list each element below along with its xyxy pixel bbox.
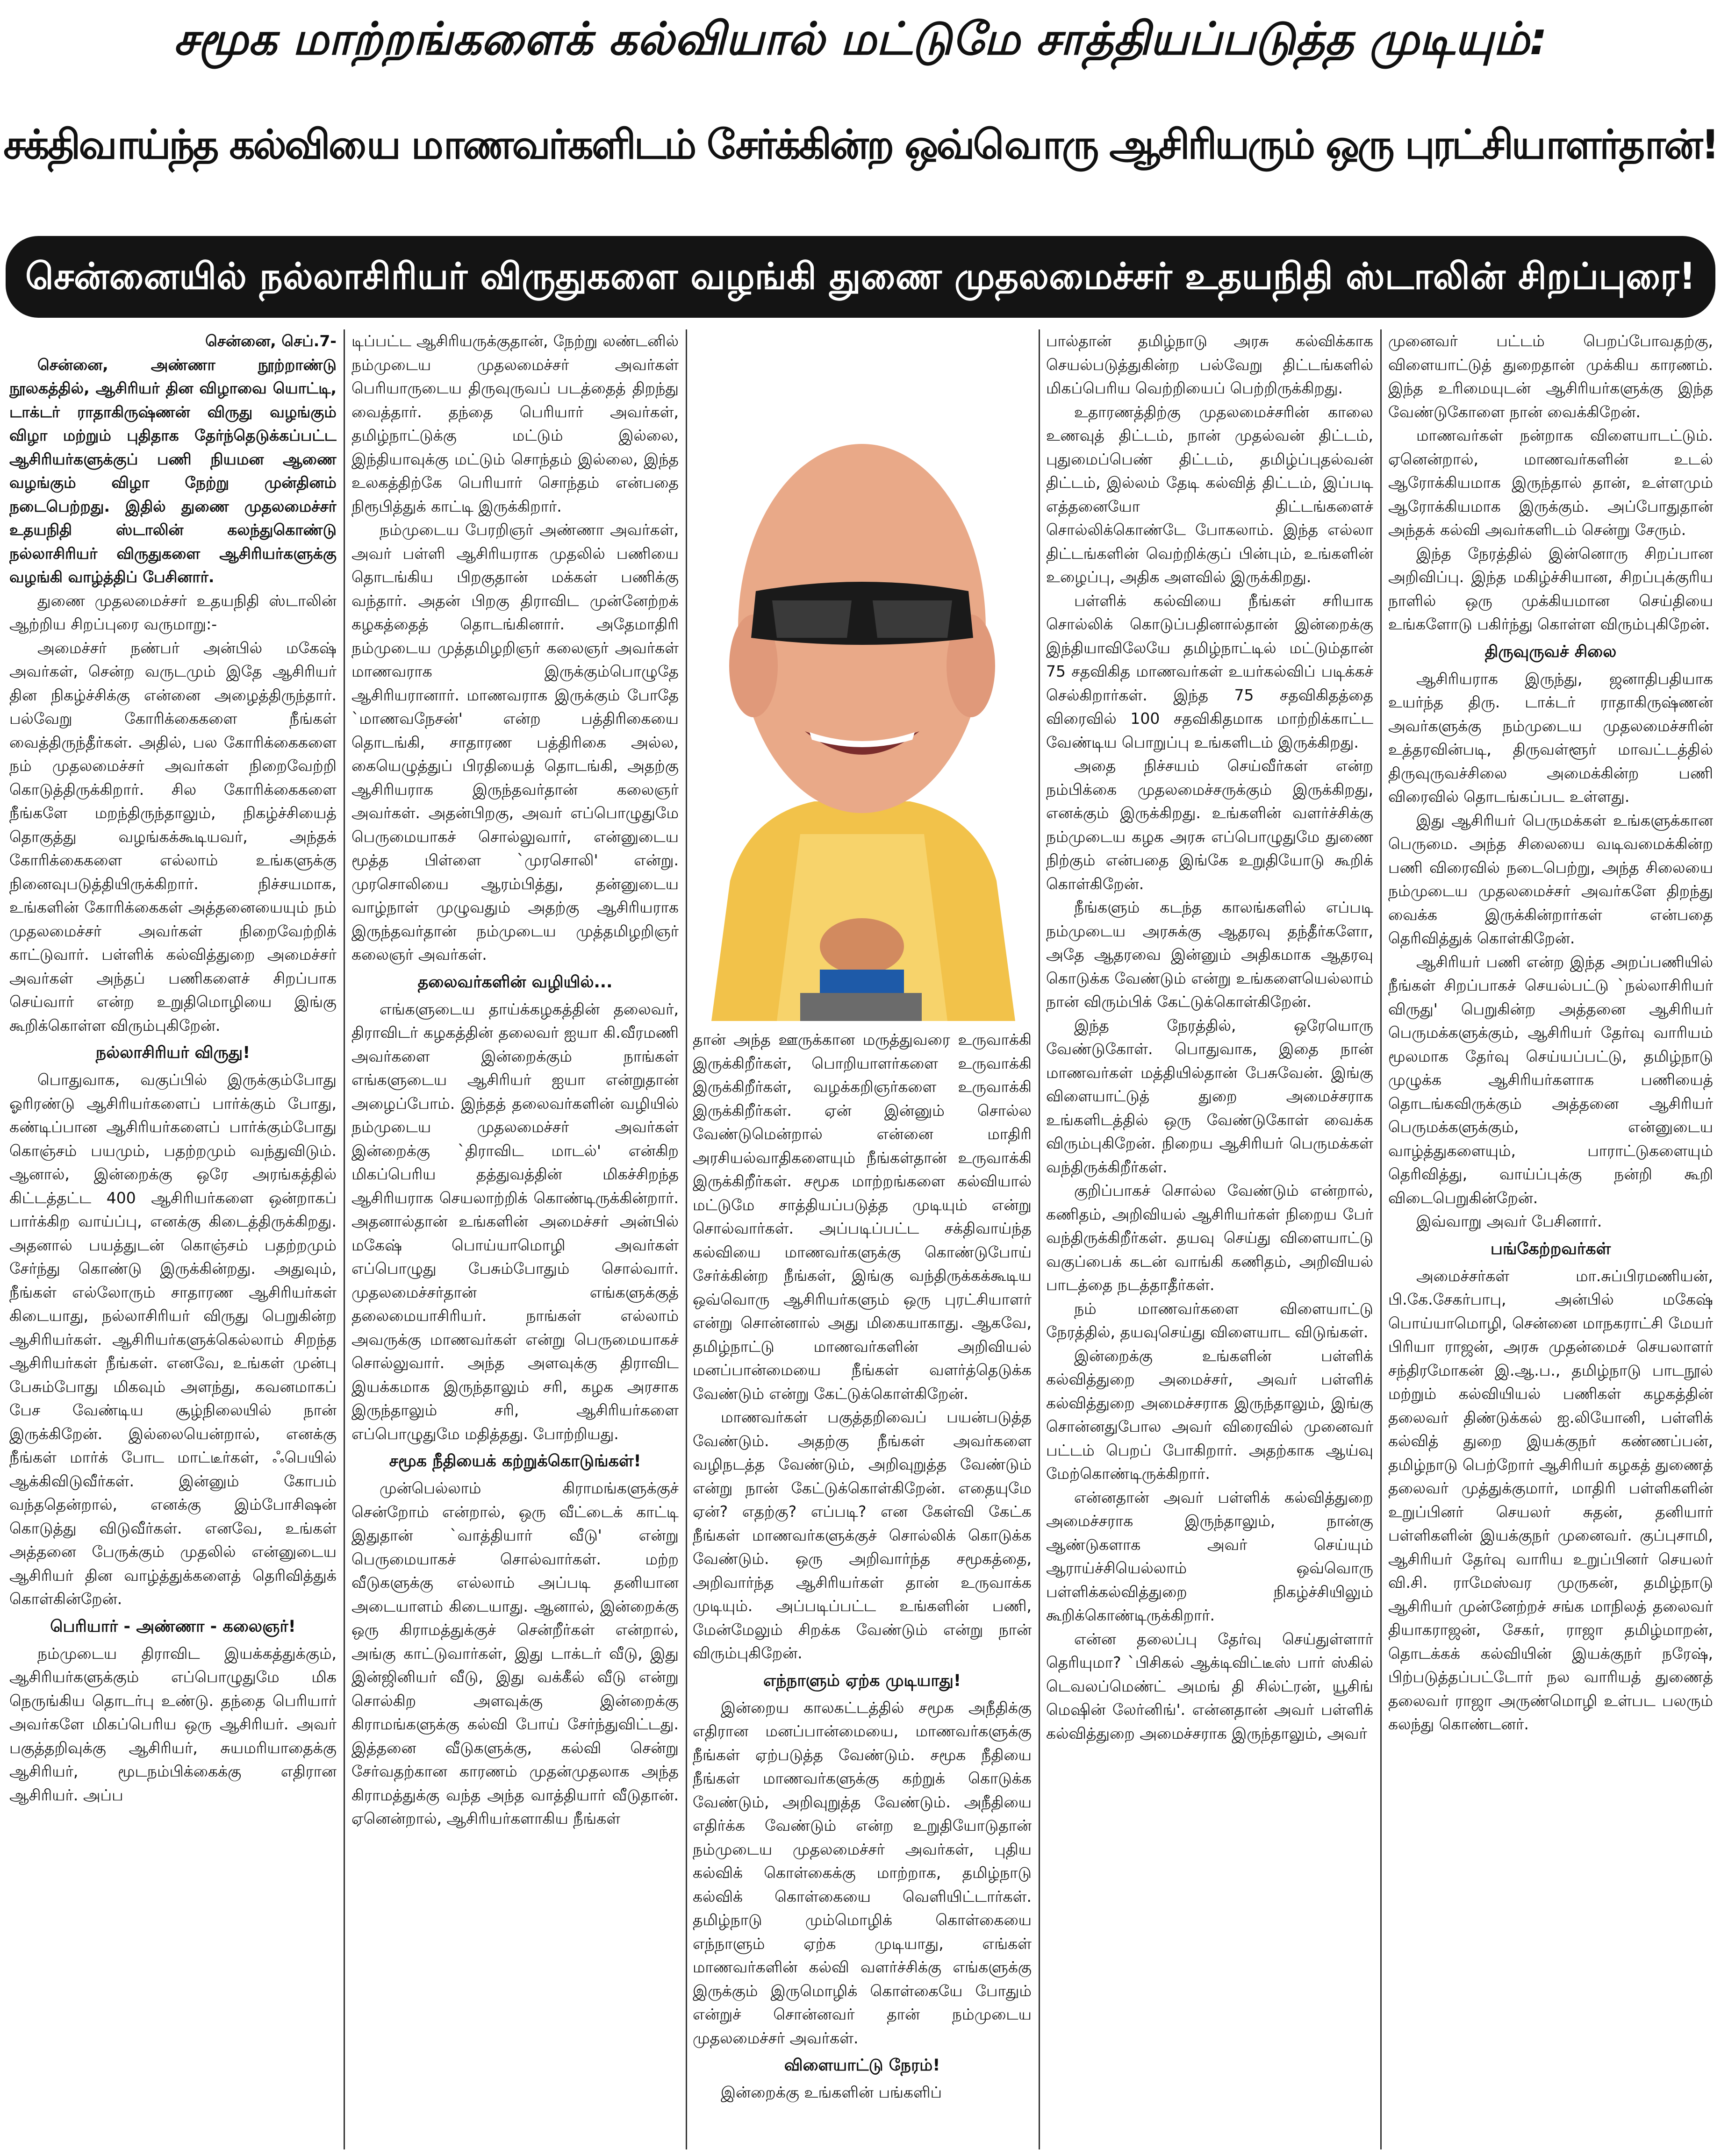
- subhead-band: [6, 236, 1715, 318]
- paragraph: துணை முதலமைச்சர் உதயநிதி ஸ்டாலின் ஆற்றிய சிறப்புரை வருமாறு:-: [9, 591, 337, 633]
- column-rule: [344, 329, 345, 2149]
- section-heading: எந்நாளும் ஏற்க முடியாது!: [763, 1671, 961, 1690]
- paragraph: பால்தான் தமிழ்நாடு அரசு கல்விக்காக செயல்படுத்துகின்ற பல்வேறு திட்டங்களில் மிகப்பெரிய வெற்றியைப் பெற்றிருக்கிறது.: [1046, 332, 1373, 397]
- article-column-3: [693, 1028, 1032, 2149]
- paragraph: மாணவர்கள் நன்றாக விளையாடட்டும். ஏனென்றால், மாணவர்களின் உடல் ஆரோக்கியமாக இருந்தால் தான், உள்ளமும் ஆரோக்கியமாக இருக்கும். அப்போதுதான் அந்தக் கல்வி அவர்களிடம் சென்று சேரும்.: [1388, 426, 1713, 539]
- column-rule: [686, 329, 687, 2149]
- paragraph: அமைச்சர்கள் மா.சுப்பிரமணியன், பி.கே.சேகர்பாபு, அன்பில் மகேஷ் பொய்யாமொழி, சென்னை மாநகராட்சி மேயர் பிரியா ராஜன், அரசு முதன்மைச் செயலாளர் சந்திரமோகன் இ.ஆ.ப., தமிழ்நாடு பாடநூல் மற்றும் கல்வியியல் பணிகள் கழகத்தின் தலைவர் திண்டுக்கல் ஐ.லியோனி, பள்ளிக் கல்வித் துறை இயக்குநர் கண்ணப்பன், தமிழ்நாடு பெற்றோர் ஆசிரியர் கழகத் துணைத் தலைவர் முத்துக்குமார், மாதிரி பள்ளிகளின் உறுப்பினர் செயலர் சுதன், தனியார் பள்ளிகளின் இயக்குநர் முனைவர். குப்புசாமி, ஆசிரியர் தேர்வு வாரிய உறுப்பினர் செயலர் வி.சி. ராமேஸ்வர முருகன், தமிழ்நாடு ஆசிரியர் முன்னேற்றச் சங்க மாநிலத் தலைவர் தியாகராஜன், சேகர், ராஜா தமிழ்மாறன், தொடக்கக் கல்வியின் இயக்குநர் நரேஷ், பிற்படுத்தப்பட்டோர் நல வாரியத் துணைத் தலைவர் ராஜா அருண்மொழி உள்பட பலரும் கலந்து கொண்டனர்.: [1388, 1266, 1713, 1733]
- article-column-5: [1388, 329, 1713, 2149]
- main-headline: சக்திவாய்ந்த கல்வியை மாணவர்களிடம் சேர்க்கின்ற ஒவ்வொரு ஆசிரியரும் ஒரு புரட்சியாளர்தான்!: [3, 121, 1718, 168]
- paragraph: இன்றைக்கு உங்களின் பங்களிப்: [721, 2083, 942, 2101]
- article-column-1: [9, 329, 337, 2149]
- paragraph: எங்களுடைய தாய்க்கழகத்தின் தலைவர், திராவிடர் கழகத்தின் தலைவர் ஐயா கி.வீரமணி அவர்களை இன்றைக்கும் நாங்கள் எங்களுடைய ஆசிரியர் ஐயா என்றுதான் அழைப்போம். இந்தத் தலைவர்களின் வழியில் நம்முடைய முதலமைச்சர் அவர்கள் இன்றைக்கு `திராவிட மாடல்' என்கிற மிகப்பெரிய தத்துவத்தின் மிகச்சிறந்த ஆசிரியராக செயலாற்றிக் கொண்டிருக்கின்றார். அதனால்தான் உங்களின் அமைச்சர் அன்பில் மகேஷ் பொய்யாமொழி அவர்கள் எப்பொழுது பேசும்போதும் சொல்வார். முதலமைச்சர்தான் எங்களுக்குத் தலைமையாசிரியர். நாங்கள் எல்லாம் அவருக்கு மாணவர்கள் என்று பெருமையாகச் சொல்லுவார். அந்த அளவுக்கு திராவிட இயக்கமாக இருந்தாலும் சரி, கழக அரசாக இருந்தாலும் சரி, ஆசிரியர்களை எப்பொழுதுமே மதித்தது. போற்றியது.: [351, 999, 679, 1443]
- dateline: சென்னை, செப்.7-: [205, 332, 337, 350]
- paragraph: இன்றைக்கு உங்களின் பள்ளிக் கல்வித்துறை அமைச்சர், அவர் பள்ளிக் கல்வித்துறை அமைச்சராக இருந்தாலும், இங்கு சொன்னதுபோல அவர் விரைவில் முனைவர் பட்டம் பெறப் போகிறார். அதற்காக ஆய்வு மேற்கொண்டிருக்கிறார்.: [1046, 1346, 1373, 1483]
- section-heading: பங்கேற்றவர்கள்: [1490, 1239, 1611, 1258]
- section-heading: பெரியார் - அண்ணா - கலைஞர்!: [50, 1617, 296, 1636]
- paragraph: குறிப்பாகச் சொல்ல வேண்டும் என்றால், கணிதம், அறிவியல் ஆசிரியர்கள் நிறைய பேர் வந்திருக்கிறீர்கள். தயவு செய்து விளையாட்டு வகுப்பைக் கடன் வாங்கி கணிதம், அறிவியல் பாடத்தை நடத்தாதீர்கள்.: [1046, 1181, 1373, 1294]
- lead-paragraph: சென்னை, அண்ணா நூற்றாண்டு நூலகத்தில், ஆசிரியர் தின விழாவை யொட்டி, டாக்டர் ராதாகிருஷ்ணன் விருது வழங்கும் விழா மற்றும் புதிதாக தேர்ந்தெடுக்கப்பட்ட ஆசிரியர்களுக்குப் பணி நியமன ஆணை வழங்கும் விழா நேற்று முன்தினம் நடைபெற்றது. இதில் துணை முதலமைச்சர் உதயநிதி ஸ்டாலின் கலந்துகொண்டு நல்லாசிரியர் விருதுகளை ஆசிரியர்களுக்கு வழங்கி வாழ்த்திப் பேசினார்.: [9, 355, 337, 586]
- paragraph: இது ஆசிரியர் பெருமக்கள் உங்களுக்கான பெருமை. அந்த சிலையை வடிவமைக்கின்ற பணி விரைவில் நடைபெற்று, அந்த சிலையை நம்முடைய முதலமைச்சர் அவர்களே திறந்து வைக்க இருக்கின்றார்கள் என்பதை தெரிவித்துக் கொள்கிறேன்.: [1388, 811, 1713, 947]
- paragraph: மாணவர்கள் பகுத்தறிவைப் பயன்படுத்த வேண்டும். அதற்கு நீங்கள் அவர்களை வழிநடத்த வேண்டும், அறிவுறுத்த வேண்டும் என்று நான் கேட்டுக்கொள்கிறேன். எதையுமே ஏன்? எதற்கு? எப்படி? என கேள்வி கேட்க நீங்கள் மாணவர்களுக்குச் சொல்லிக் கொடுக்க வேண்டும். ஒரு அறிவார்ந்த சமூகத்தை, அறிவார்ந்த ஆசிரியர்கள் தான் உருவாக்க முடியும். அப்படிப்பட்ட உங்களின் பணி, மேன்மேலும் சிறக்க வேண்டும் என்று நான் விரும்புகிறேன்.: [693, 1408, 1032, 1662]
- section-heading: சமூக நீதியைக் கற்றுக்கொடுங்கள்!: [389, 1452, 641, 1471]
- section-heading: நல்லாசிரியர் விருது!: [95, 1043, 251, 1062]
- paragraph: என்னதான் அவர் பள்ளிக் கல்வித்துறை அமைச்சராக இருந்தாலும், நான்கு ஆண்டுகளாக அவர் செய்யும் ஆராய்ச்சியெல்லாம் ஒவ்வொரு பள்ளிக்கல்வித்துறை நிகழ்ச்சியிலும் கூறிக்கொண்டிருக்கிறார்.: [1046, 1488, 1373, 1624]
- article-column-4: [1046, 329, 1373, 2149]
- section-heading: தலைவர்களின் வழியில்...: [417, 972, 613, 992]
- paragraph: இந்த நேரத்தில், ஒரேயொரு வேண்டுகோள். பொதுவாக, இதை நான் மாணவர்கள் மத்தியில்தான் பேசுவேன். இங்கு விளையாட்டுத் துறை அமைச்சராக உங்களிடத்தில் ஒரு வேண்டுகோள் வைக்க விரும்புகிறேன். நிறைய ஆசிரியர் பெருமக்கள் வந்திருக்கிறீர்கள்.: [1046, 1016, 1373, 1176]
- paragraph: பொதுவாக, வகுப்பில் இருக்கும்போது ஓரிரண்டு ஆசிரியர்களைப் பார்க்கும் போது, கண்டிப்பான ஆசிரியர்களைப் பார்க்கும்போது கொஞ்சம் பயமும், பதற்றமும் வந்துவிடும். ஆனால், இன்றைக்கு ஒரே அரங்கத்தில் கிட்டத்தட்ட 400 ஆசிரியர்களை ஒன்றாகப் பார்க்கிற வாய்ப்பு, எனக்கு கிடைத்திருக்கிறது. அதனால் பயத்துடன் கொஞ்சம் பதற்றமும் சேர்ந்து கொண்டு இருக்கின்றது. அதுவும், நீங்கள் எல்லோரும் சாதாரண ஆசிரியர்கள் கிடையாது, நல்லாசிரியர் விருது பெறுகின்ற ஆசிரியர்கள். ஆசிரியர்களுக்கெல்லாம் சிறந்த ஆசிரியர்கள் நீங்கள். எனவே, உங்கள் முன்பு பேசும்போது மிகவும் அளந்து, கவனமாகப் பேச வேண்டிய சூழ்நிலையில் நான் இருக்கிறேன். இல்லையென்றால், எனக்கு நீங்கள் மார்க் போட மாட்டீர்கள், ஃபெயில் ஆக்கிவிடுவீர்கள். இன்னும் கோபம் வந்ததென்றால், எனக்கு இம்போசிஷன் கொடுத்து விடுவீர்கள். எனவே, உங்கள் அத்தனை பேருக்கும் முதலில் என்னுடைய ஆசிரியர் தின வாழ்த்துக்களைத் தெரிவித்துக் கொள்கின்றேன்.: [9, 1071, 337, 1608]
- portrait-photo: [693, 329, 1032, 1021]
- paragraph: முன்பெல்லாம் கிராமங்களுக்குச் சென்றோம் என்றால், ஒரு வீட்டைக் காட்டி இதுதான் `வாத்தியார் வீடு' என்று பெருமையாகச் சொல்வார்கள். மற்ற வீடுகளுக்கு எல்லாம் அப்படி தனியான அடையாளம் கிடையாது. ஆனால், இன்றைக்கு ஒரு கிராமத்துக்குச் சென்றீர்கள் என்றால், அங்கு காட்டுவார்கள், இது டாக்டர் வீடு, இது இன்ஜினியர் வீடு, இது வக்கீல் வீடு என்று சொல்கிற அளவுக்கு இன்றைக்கு கிராமங்களுக்கு கல்வி போய் சேர்ந்துவிட்டது. இத்தனை வீடுகளுக்கு, கல்வி சென்று சேர்வதற்கான காரணம் முதன்முதலாக அந்த கிராமத்துக்கு வந்த அந்த வாத்தியார் வீடுதான். ஏனென்றால், ஆசிரியர்களாகிய நீங்கள்: [351, 1479, 679, 1828]
- article-column-2: [351, 329, 679, 2149]
- paragraph: தான் அந்த ஊருக்கான மருத்துவரை உருவாக்கி இருக்கிறீர்கள், பொறியாளர்களை உருவாக்கி இருக்கிறீர்கள், வழக்கறிஞர்களை உருவாக்கி இருக்கிறீர்கள். ஏன் இன்னும் சொல்ல வேண்டுமென்றால் என்னை மாதிரி அரசியல்வாதிகளையும் நீங்கள்தான் உருவாக்கி இருக்கிறீர்கள். சமூக மாற்றங்களை கல்வியால் மட்டுமே சாத்தியப்படுத்த முடியும் என்று சொல்வார்கள். அப்படிப்பட்ட சக்திவாய்ந்த கல்வியை மாணவர்களுக்கு கொண்டுபோய் சேர்க்கின்ற நீங்கள், இங்கு வந்திருக்கக்கூடிய ஒவ்வொரு ஆசிரியர்களும் ஒரு புரட்சியாளர் என்று சொன்னால் அது மிகையாகாது. ஆகவே, தமிழ்நாட்டு மாணவர்களின் அறிவியல் மனப்பான்மையை நீங்கள் வளர்த்தெடுக்க வேண்டும் என்று கேட்டுக்கொள்கிறேன்.: [693, 1030, 1032, 1403]
- subhead: சென்னையில் நல்லாசிரியர் விருதுகளை வழங்கி துணை முதலமைச்சர் உதயநிதி ஸ்டாலின் சிறப்புரை!: [25, 256, 1696, 298]
- paragraph: ஆசிரியராக இருந்து, ஜனாதிபதியாக உயர்ந்த திரு. டாக்டர் ராதாகிருஷ்ணன் அவர்களுக்கு நம்முடைய முதலமைச்சரின் உத்தரவின்படி, திருவள்ளூர் மாவட்டத்தில் திருவுருவச்சிலை அமைக்கின்ற பணி விரைவில் தொடங்கப்பட உள்ளது.: [1388, 669, 1713, 806]
- paragraph: அதை நிச்சயம் செய்வீர்கள் என்ற நம்பிக்கை முதலமைச்சருக்கும் இருக்கிறது, எனக்கும் இருக்கிறது. உங்களின் வளர்ச்சிக்கு நம்முடைய கழக அரசு எப்பொழுதுமே துணை நிற்கும் என்பதை இங்கே உறுதியோடு கூறிக் கொள்கிறேன்.: [1046, 757, 1373, 893]
- section-heading: விளையாட்டு நேரம்!: [784, 2056, 940, 2075]
- kicker-headline: சமூக மாற்றங்களைக் கல்வியால் மட்டுமே சாத்தியப்படுத்த முடியும்:: [173, 13, 1548, 65]
- column-rule: [1380, 329, 1382, 2149]
- paragraph: ஆசிரியர் பணி என்ற இந்த அறப்பணியில் நீங்கள் சிறப்பாகச் செயல்பட்டு `நல்லாசிரியர் விருது' பெறுகின்ற அத்தனை ஆசிரியர் பெருமக்களுக்கும், ஆசிரியர் தேர்வு வாரியம் மூலமாக தேர்வு செய்யப்பட்டு, தமிழ்நாடு முழுக்க ஆசிரியர்களாக பணியைத் தொடங்கவிருக்கும் அத்தனை ஆசிரியர் பெருமக்களுக்கும், என்னுடைய வாழ்த்துகளையும், பாராட்டுகளையும் தெரிவித்து, வாய்ப்புக்கு நன்றி கூறி விடைபெறுகின்றேன்.: [1388, 952, 1713, 1207]
- paragraph: அமைச்சர் நண்பர் அன்பில் மகேஷ் அவர்கள், சென்ற வருடமும் இதே ஆசிரியர் தின நிகழ்ச்சிக்கு என்னை அழைத்திருந்தார். பல்வேறு கோரிக்கைகளை நீங்கள் வைத்திருந்தீர்கள். அதில், பல கோரிக்கைகளை நம் முதலமைச்சர் அவர்கள் நிறைவேற்றி கொடுத்திருக்கிறார். சில கோரிக்கைகளை நீங்களே மறந்திருந்தாலும், நிகழ்ச்சியைத் தொகுத்து வழங்கக்கூடியவர், அந்தக் கோரிக்கைகளை எல்லாம் உங்களுக்கு நினைவுபடுத்தியிருக்கிறார். நிச்சயமாக, உங்களின் கோரிக்கைகள் அத்தனையையும் நம் முதலமைச்சர் அவர்கள் நிறைவேற்றிக் காட்டுவார். பள்ளிக் கல்வித்துறை அமைச்சர் அவர்கள் அந்தப் பணிகளைச் சிறப்பாக செய்வார் என்ற உறுதிமொழியை இங்கு கூறிக்கொள்ள விரும்புகிறேன்.: [9, 638, 337, 1035]
- paragraph: முனைவர் பட்டம் பெறப்போவதற்கு, விளையாட்டுத் துறைதான் முக்கிய காரணம். இந்த உரிமையுடன் ஆசிரியர்களுக்கு இந்த வேண்டுகோளை நான் வைக்கிறேன்.: [1388, 332, 1713, 421]
- paragraph: இன்றைய காலகட்டத்தில் சமூக அநீதிக்கு எதிரான மனப்பான்மையை, மாணவர்களுக்கு நீங்கள் ஏற்படுத்த வேண்டும். சமூக நீதியை நீங்கள் மாணவர்களுக்கு கற்றுக் கொடுக்க வேண்டும், அறிவுறுத்த வேண்டும். அநீதியை எதிர்க்க வேண்டும் என்ற உறுதியோடுதான் நம்முடைய முதலமைச்சர் அவர்கள், புதிய கல்விக் கொள்கைக்கு மாற்றாக, தமிழ்நாடு கல்விக் கொள்கையை வெளியிட்டார்கள். தமிழ்நாடு மும்மொழிக் கொள்கையை எந்நாளும் ஏற்க முடியாது, எங்கள் மாணவர்களின் கல்வி வளர்ச்சிக்கு எங்களுக்கு இருக்கும் இருமொழிக் கொள்கையே போதும் என்றுச் சொன்னவர் தான் நம்முடைய முதலமைச்சர் அவர்கள்.: [693, 1698, 1032, 2047]
- paragraph: நீங்களும் கடந்த காலங்களில் எப்படி நம்முடைய அரசுக்கு ஆதரவு தந்தீர்களோ, அதே ஆதரவை இன்னும் அதிகமாக ஆதரவு கொடுக்க வேண்டும் என்று உங்களையெல்லாம் நான் விரும்பிக் கேட்டுக்கொள்கிறேன்.: [1046, 898, 1373, 1011]
- section-heading: திருவுருவச் சிலை: [1484, 642, 1617, 661]
- paragraph: டிப்பட்ட ஆசிரியருக்குதான், நேற்று லண்டனில் நம்முடைய முதலமைச்சர் அவர்கள் பெரியாருடைய திருவுருவப் படத்தைத் திறந்து வைத்தார். தந்தை பெரியார் அவர்கள், தமிழ்நாட்டுக்கு மட்டும் இல்லை, இந்தியாவுக்கு மட்டும் சொந்தம் இல்லை, இந்த உலகத்திற்கே பெரியார் சொந்தம் என்பதை நிரூபித்துக் காட்டி இருக்கிறார்.: [351, 332, 679, 515]
- paragraph: நம்முடைய பேரறிஞர் அண்ணா அவர்கள், அவர் பள்ளி ஆசிரியராக முதலில் பணியை தொடங்கிய பிறகுதான் மக்கள் பணிக்கு வந்தார். அதன் பிறகு திராவிட முன்னேற்றக் கழகத்தைத் தொடங்கினார். அதேமாதிரி நம்முடைய முத்தமிழறிஞர் கலைஞர் அவர்கள் மாணவராக இருக்கும்பொழுதே ஆசிரியரானார். மாணவராக இருக்கும் போதே `மாணவநேசன்' என்ற பத்திரிகையை தொடங்கி, சாதாரண பத்திரிகை அல்ல, கையெழுத்துப் பிரதியைத் தொடங்கி, அதற்கு ஆசிரியராக இருந்தவர்தான் கலைஞர் அவர்கள். அதன்பிறகு, அவர் எப்பொழுதுமே பெருமையாகச் சொல்லுவார், என்னுடைய மூத்த பிள்ளை `முரசொலி' என்று. முரசொலியை ஆரம்பித்து, தன்னுடைய வாழ்நாள் முழுவதும் அதற்கு ஆசிரியராக இருந்தவர்தான் நம்முடைய முத்தமிழறிஞர் கலைஞர் அவர்கள்.: [351, 521, 679, 964]
- column-rule: [1039, 329, 1040, 2149]
- paragraph: இந்த நேரத்தில் இன்னொரு சிறப்பான அறிவிப்பு. இந்த மகிழ்ச்சியான, சிறப்புக்குரிய நாளில் ஒரு முக்கியமான செய்தியை உங்களோடு பகிர்ந்து கொள்ள விரும்புகிறேன்.: [1388, 544, 1713, 633]
- paragraph: என்ன தலைப்பு தேர்வு செய்துள்ளார் தெரியுமா? `பிசிகல் ஆக்டிவிட்டீஸ் பார் ஸ்கில் டெவலப்மெண்ட் அமங் தி சில்ட்ரன், யூசிங் மெஷின் லேர்னிங்'. என்னதான் அவர் பள்ளிக் கல்வித்துறை அமைச்சராக இருந்தாலும், அவர்: [1046, 1629, 1373, 1742]
- paragraph: நம் மாணவர்களை விளையாட்டு நேரத்தில், தயவுசெய்து விளையாட விடுங்கள்.: [1046, 1299, 1373, 1341]
- paragraph: உதாரணத்திற்கு முதலமைச்சரின் காலை உணவுத் திட்டம், நான் முதல்வன் திட்டம், புதுமைப்பெண் திட்டம், தமிழ்ப்புதல்வன் திட்டம், இல்லம் தேடி கல்வித் திட்டம், இப்படி எத்தனையோ திட்டங்களைச் சொல்லிக்கொண்டே போகலாம். இந்த எல்லா திட்டங்களின் வெற்றிக்குப் பின்பும், உங்களின் உழைப்பு, அதிக அளவில் இருக்கிறது.: [1046, 402, 1373, 586]
- paragraph: இவ்வாறு அவர் பேசினார்.: [1416, 1212, 1602, 1230]
- paragraph: நம்முடைய திராவிட இயக்கத்துக்கும், ஆசிரியர்களுக்கும் எப்பொழுதுமே மிக நெருங்கிய தொடர்பு உண்டு. தந்தை பெரியார் அவர்களே மிகப்பெரிய ஒரு ஆசிரியர். அவர் பகுத்தறிவுக்கு ஆசிரியர், சுயமரியாதைக்கு ஆசிரியர், மூடநம்பிக்கைக்கு எதிரான ஆசிரியர். அப்ப: [9, 1644, 337, 1804]
- paragraph: பள்ளிக் கல்வியை நீங்கள் சரியாக சொல்லிக் கொடுப்பதினால்தான் இன்றைக்கு இந்தியாவிலேயே தமிழ்நாட்டில் மட்டும்தான் 75 சதவிகித மாணவர்கள் உயர்கல்விப் படிக்கச் செல்கிறார்கள். இந்த 75 சதவிகிதத்தை விரைவில் 100 சதவிகிதமாக மாற்றிக்காட்ட வேண்டிய பொறுப்பு உங்களிடம் இருக்கிறது.: [1046, 591, 1373, 751]
- portrait-illustration: [693, 329, 1032, 1021]
